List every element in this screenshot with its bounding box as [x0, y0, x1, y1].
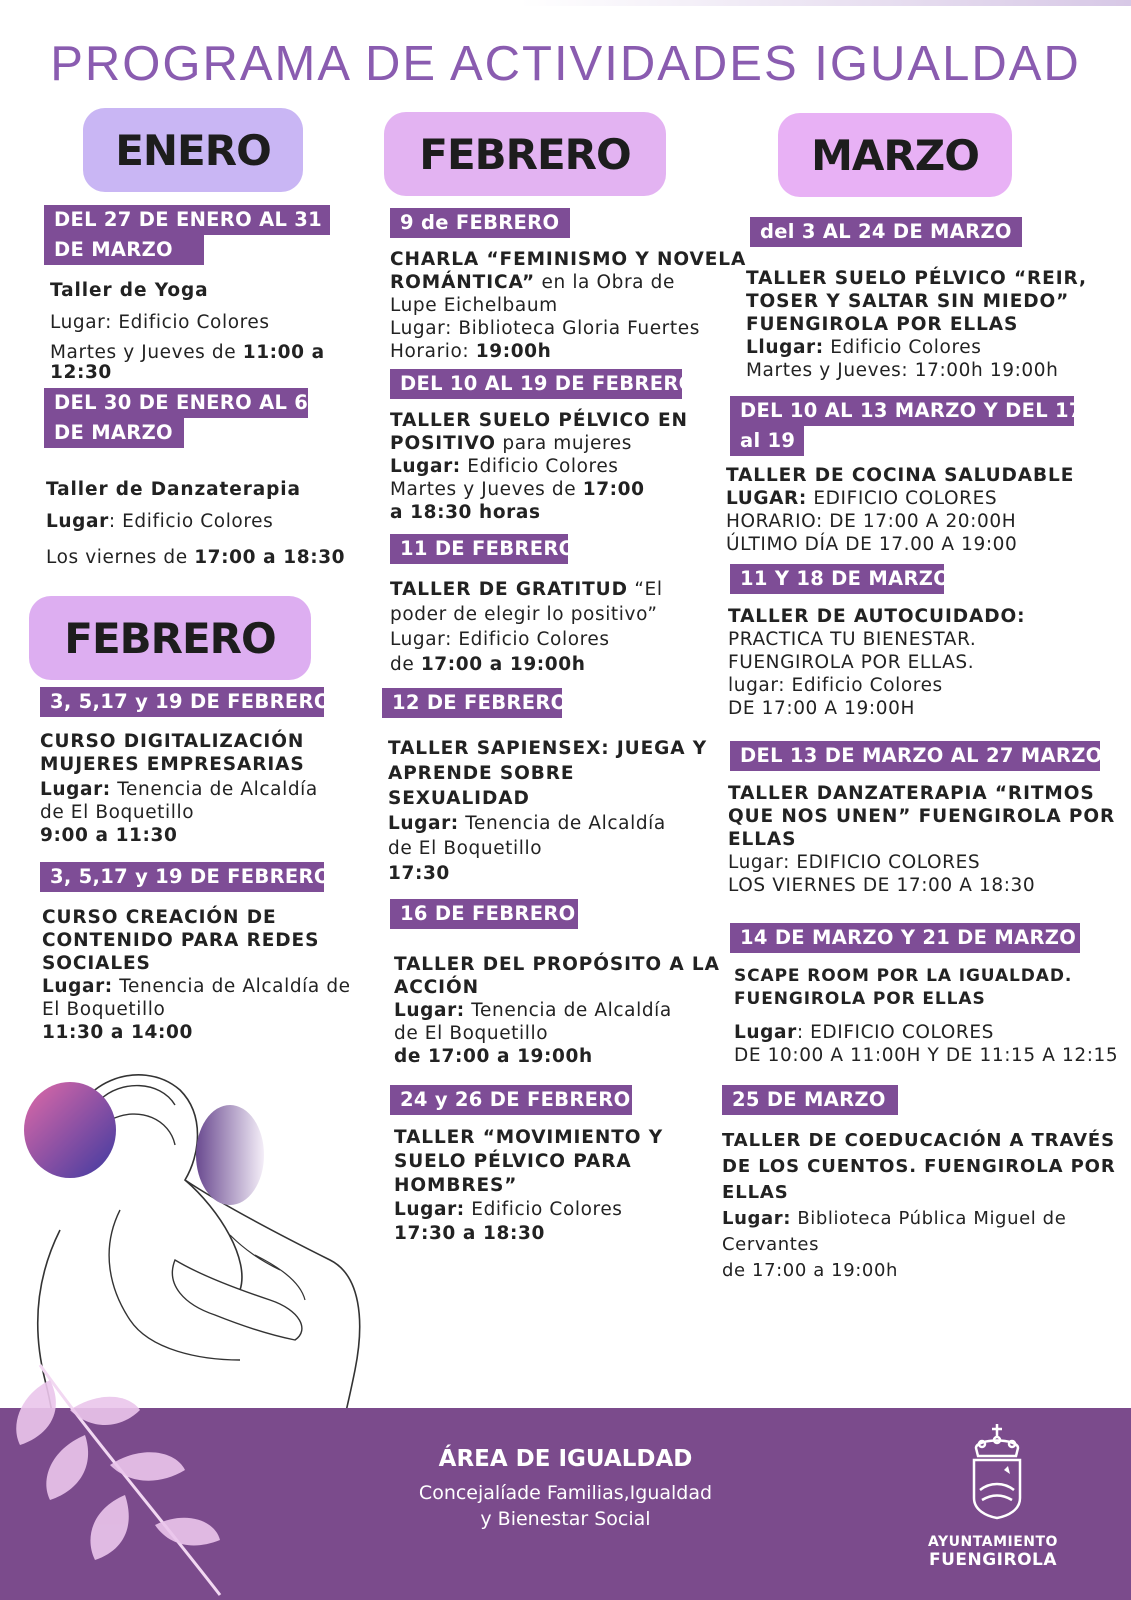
date-tag: al 19 [730, 426, 804, 456]
date-tag: 12 DE FEBRERO [382, 688, 562, 718]
event-block: TALLER DANZATERAPIA “RITMOS QUE NOS UNEN” FUENGIROLA POR ELLAS Lugar: EDIFICIO COLORES LOS VIERNES DE 17:00 A 18:30 [728, 783, 1116, 896]
date-tag: DEL 13 DE MARZO AL 27 MARZO [730, 741, 1100, 771]
event-place: Llugar: Edificio Colores [746, 337, 982, 358]
event-place: Lugar: Tenencia de Alcaldía de [42, 976, 351, 997]
event-title: TALLER DE AUTOCUIDADO: [728, 606, 1026, 627]
event-block [46, 478, 345, 569]
coat-of-arms-icon [968, 1420, 1026, 1520]
event-time: de 17:00 a 19:00h [390, 654, 586, 675]
event-block: SCAPE ROOM POR LA IGUALDAD. FUENGIROLA POR ELLAS Lugar: EDIFICIO COLORES DE 10:00 A 11:00H Y DE 11:15 A 12:15 [734, 966, 1119, 1066]
top-accent-line [520, 0, 1131, 6]
event-block: TALLER DE COCINA SALUDABLE LUGAR: EDIFICIO COLORES HORARIO: DE 17:00 A 20:00H ÚLTIMO DÍA DE 17.00 A 19:00 [726, 465, 1075, 555]
event-place: Lugar: Tenencia de Alcaldía [40, 779, 318, 800]
event-place: LUGAR: EDIFICIO COLORES [726, 488, 998, 509]
event-time: Los viernes de 17:00 a 18:30 [46, 547, 346, 568]
month-heading-febrero: FEBRERO [384, 112, 666, 196]
event-time: LOS VIERNES DE 17:00 A 18:30 [728, 875, 1036, 896]
date-tag: 14 DE MARZO Y 21 DE MARZO [730, 923, 1080, 953]
footer-title: ÁREA DE IGUALDAD [438, 1446, 693, 1472]
event-place: Lugar: Biblioteca Gloria Fuertes [390, 318, 700, 339]
date-tag: DEL 10 AL 19 DE FEBRERO [390, 369, 682, 399]
event-block: CHARLA “FEMINISMO Y NOVELA ROMÁNTICA” en la Obra de Lupe Eichelbaum Lugar: Biblioteca Gloria Fuertes Horario: 19:00h [390, 249, 747, 362]
event-block: TALLER “MOVIMIENTO Y SUELO PÉLVICO PARA HOMBRES” Lugar: Edificio Colores 17:30 a 18:30 [394, 1127, 663, 1244]
event-block: TALLER SAPIENSEX: JUEGA Y APRENDE SOBRE SEXUALIDAD Lugar: Tenencia de Alcaldía de El Boquetillo 17:30 [388, 738, 708, 884]
date-tag: DE MARZO [44, 235, 204, 265]
event-time: 11:30 a 14:00 [42, 1022, 193, 1043]
event-title: TALLER DEL PROPÓSITO A LA [394, 954, 720, 975]
month-heading-enero: ENERO [83, 108, 303, 192]
date-tag: 11 Y 18 DE MARZO [730, 564, 944, 594]
event-title: TALLER DE GRATITUD [390, 579, 628, 600]
month-heading-marzo: MARZO [778, 113, 1012, 197]
event-time: 17:30 [388, 863, 450, 884]
event-place: Lugar: Edificio Colores [394, 1199, 623, 1220]
ayuntamiento-logo-text: AYUNTAMIENTO FUENGIROLA [928, 1534, 1058, 1570]
event-time: DE 17:00 A 19:00H [728, 698, 915, 719]
event-place: Lugar: Tenencia de Alcaldía [388, 813, 666, 834]
event-block: CURSO DIGITALIZACIÓN MUJERES EMPRESARIAS Lugar: Tenencia de Alcaldía de El Boquetillo 9:00 a 11:30 [40, 731, 318, 846]
event-time: Martes y Jueves: 17:00h 19:00h [746, 360, 1059, 381]
event-place: Lugar: Edificio Colores [50, 312, 270, 333]
event-title: TALLER DANZATERAPIA “RITMOS [728, 783, 1095, 804]
event-title: Taller de Yoga [50, 280, 209, 301]
event-block: TALLER DEL PROPÓSITO A LA ACCIÓN Lugar: Tenencia de Alcaldía de El Boquetillo de 17:00 a 19:00h [394, 954, 720, 1067]
date-tag: del 3 AL 24 DE MARZO [750, 217, 1022, 247]
leaf-decoration-icon [10, 1355, 240, 1600]
date-tag: 25 DE MARZO [722, 1085, 898, 1115]
event-block: TALLER DE GRATITUD “El poder de elegir lo positivo” Lugar: Edificio Colores de 17:00 a 19:00h [390, 579, 663, 675]
date-tag: 24 y 26 DE FEBRERO [390, 1085, 632, 1115]
event-block: CURSO CREACIÓN DE CONTENIDO PARA REDES SOCIALES Lugar: Tenencia de Alcaldía de El Boquetillo 11:30 a 14:00 [42, 907, 351, 1043]
event-time: 17:30 a 18:30 [394, 1223, 545, 1244]
event-block: TALLER DE COEDUCACIÓN A TRAVÉS DE LOS CUENTOS. FUENGIROLA POR ELLAS Lugar: Biblioteca Pública Miguel de Cervantes de 17:00 a 19:00h [722, 1128, 1116, 1284]
event-block [50, 279, 325, 383]
event-time: HORARIO: DE 17:00 A 20:00H [726, 511, 1017, 532]
event-place: Lugar: EDIFICIO COLORES [734, 1022, 995, 1043]
event-title: TALLER “MOVIMIENTO Y [394, 1127, 663, 1148]
event-place: Lugar: EDIFICIO COLORES [728, 852, 981, 873]
date-tag: 9 de FEBRERO [390, 208, 570, 238]
event-place: lugar: Edificio Colores [728, 675, 943, 696]
event-title: TALLER DE COEDUCACIÓN A TRAVÉS [722, 1130, 1115, 1151]
page-title: PROGRAMA DE ACTIVIDADES IGUALDAD [50, 37, 1081, 91]
event-block: TALLER SUELO PÉLVICO EN POSITIVO para mujeres Lugar: Edificio Colores Martes y Jueves de 17:00 a 18:30 horas [390, 410, 688, 523]
event-title: TALLER DE COCINA SALUDABLE [726, 465, 1075, 486]
month-heading-febrero-second: FEBRERO [29, 596, 311, 680]
date-tag: 16 DE FEBRERO [390, 899, 578, 929]
event-time: Martes y Jueves de 11:00 a 12:30 [50, 342, 325, 383]
event-place: Lugar: Biblioteca Pública Miguel de [722, 1208, 1067, 1229]
event-time: de 17:00 a 19:00h [722, 1260, 899, 1281]
date-tag: 11 DE FEBRERO [390, 534, 568, 564]
event-title: CURSO CREACIÓN DE [42, 907, 277, 928]
date-tag: 3, 5,17 y 19 DE FEBRERO [40, 687, 324, 717]
date-tag: 3, 5,17 y 19 DE FEBRERO [40, 862, 324, 892]
footer-subtitle: Concejalíade Familias,Igualdad y Bienestar Social [418, 1482, 713, 1530]
event-time: Horario: 19:00h [390, 341, 552, 362]
event-time: 9:00 a 11:30 [40, 825, 178, 846]
event-title: SCAPE ROOM POR LA IGUALDAD. [734, 966, 1073, 986]
event-time: de 17:00 a 19:00h [394, 1046, 593, 1067]
event-block: TALLER DE AUTOCUIDADO: PRACTICA TU BIENESTAR. FUENGIROLA POR ELLAS. lugar: Edificio Colores DE 17:00 A 19:00H [728, 606, 1026, 719]
date-tag: DEL 27 DE ENERO AL 31 [44, 205, 330, 235]
event-block: TALLER SUELO PÉLVICO “REIR, TOSER Y SALTAR SIN MIEDO” FUENGIROLA POR ELLAS Llugar: Edificio Colores Martes y Jueves: 17:00h 19:00h [746, 268, 1087, 381]
event-title: CURSO DIGITALIZACIÓN [40, 731, 305, 752]
date-tag: DEL 10 AL 13 MARZO Y DEL 17 [730, 396, 1074, 426]
event-title: TALLER SAPIENSEX: JUEGA Y [388, 738, 708, 759]
event-place: Lugar: Edificio Colores [46, 511, 274, 532]
event-title: CHARLA “FEMINISMO Y NOVELA [390, 249, 747, 270]
event-time: Martes y Jueves de 17:00 [390, 479, 645, 500]
date-tag: DE MARZO [44, 418, 184, 448]
event-place: Lugar: Tenencia de Alcaldía [394, 1000, 672, 1021]
event-time: DE 10:00 A 11:00H Y DE 11:15 A 12:15 [734, 1045, 1119, 1066]
event-place: Lugar: Edificio Colores [390, 629, 610, 650]
event-title: Taller de Danzaterapia [46, 479, 301, 500]
event-title: TALLER SUELO PÉLVICO “REIR, [746, 268, 1087, 289]
event-place: Lugar: Edificio Colores [390, 456, 619, 477]
date-tag: DEL 30 DE ENERO AL 6 [44, 388, 308, 418]
event-title: TALLER SUELO PÉLVICO EN [390, 410, 688, 431]
